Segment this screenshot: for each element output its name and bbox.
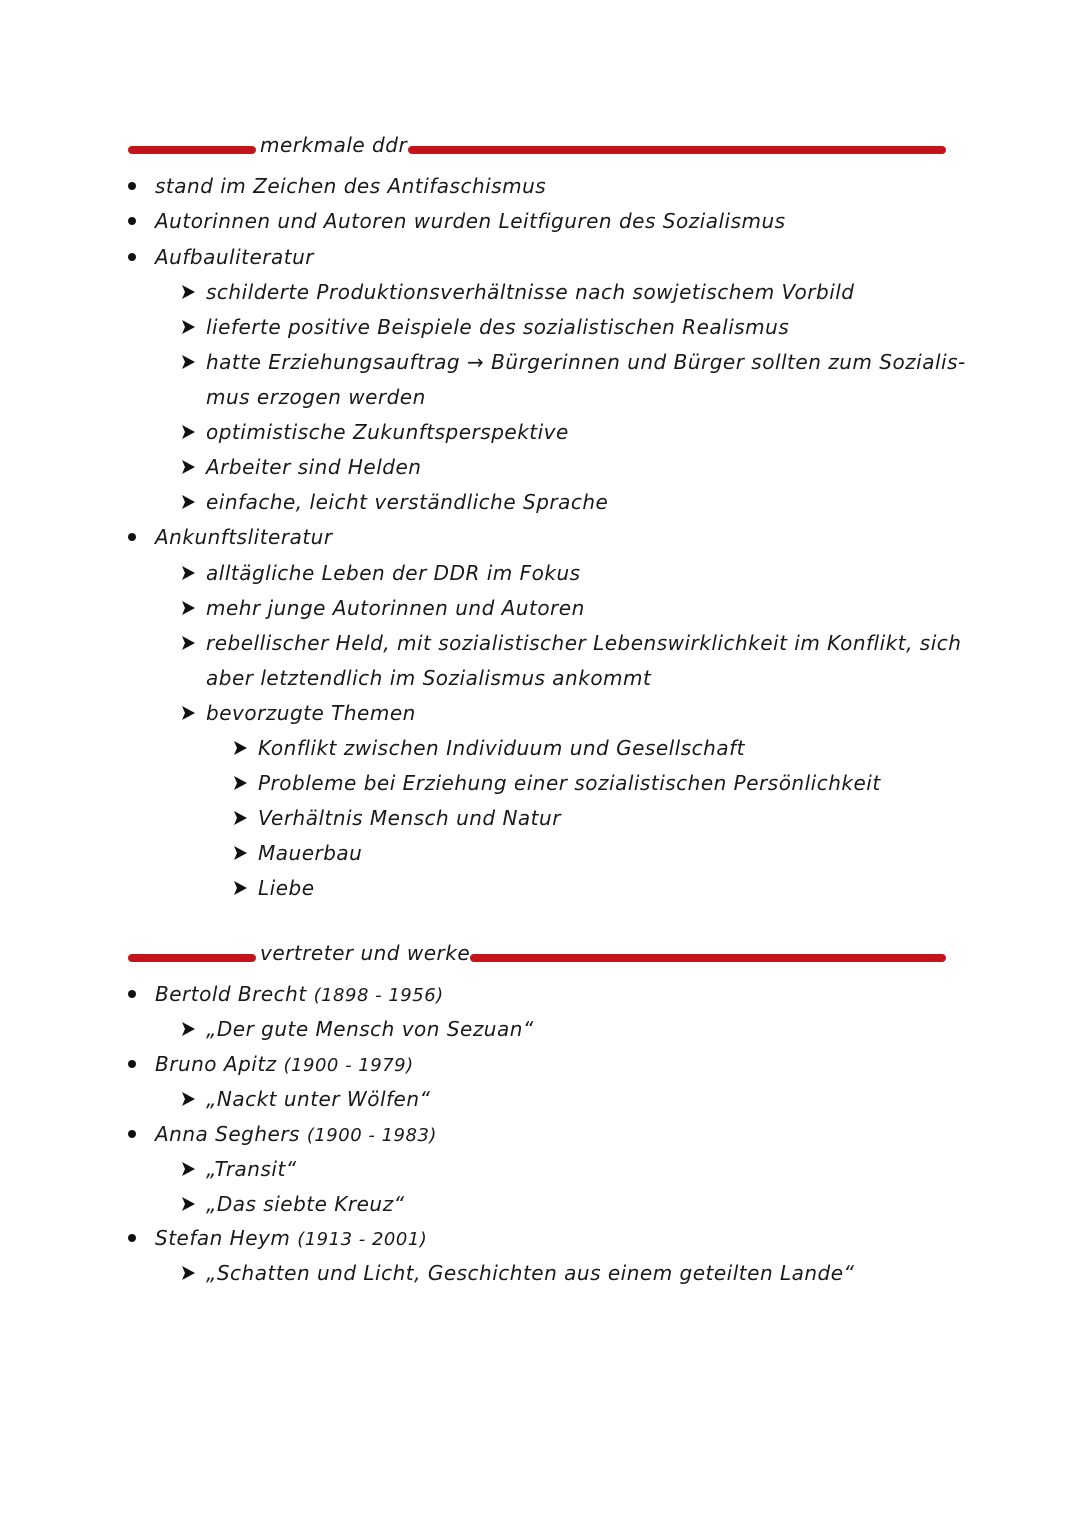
arrowhead-icon	[232, 810, 248, 826]
sub-list-item: lieferte positive Beispiele des sozialistischen Realismus	[206, 315, 790, 339]
arrowhead-icon	[180, 1021, 196, 1037]
theme-item: Konflikt zwischen Individuum und Gesellschaft	[258, 736, 745, 760]
sub-list-item: mehr junge Autorinnen und Autoren	[206, 596, 585, 620]
theme-item: Probleme bei Erziehung einer sozialistischen Persönlichkeit	[258, 771, 881, 795]
arrowhead-icon	[180, 284, 196, 300]
arrowhead-icon	[180, 565, 196, 581]
author-years: (1900 - 1979)	[283, 1055, 414, 1076]
author-years: (1900 - 1983)	[306, 1125, 437, 1146]
work-title: „Der gute Mensch von Sezuan“	[206, 1017, 534, 1041]
arrowhead-icon	[180, 1161, 196, 1177]
author-entry	[155, 1225, 427, 1253]
sub-list-item: einfache, leicht verständliche Sprache	[206, 490, 609, 514]
sub-list-item-continuation: mus erzogen werden	[206, 385, 426, 409]
author-years: (1913 - 2001)	[297, 1229, 428, 1250]
section-heading-vertreter	[128, 941, 946, 971]
author-years: (1898 - 1956)	[313, 985, 444, 1006]
author-entry	[155, 1121, 437, 1149]
arrowhead-icon	[232, 740, 248, 756]
arrowhead-icon	[232, 880, 248, 896]
theme-item: Mauerbau	[258, 841, 363, 865]
sub-list-item: Arbeiter sind Helden	[206, 455, 422, 479]
author-name: Bertold Brecht	[155, 982, 307, 1006]
arrowhead-icon	[180, 319, 196, 335]
sub-list-item: optimistische Zukunftsperspektive	[206, 420, 569, 444]
work-title: „Schatten und Licht, Geschichten aus einem geteilten Lande“	[206, 1261, 855, 1285]
arrowhead-icon	[180, 1265, 196, 1281]
author-name: Anna Seghers	[155, 1122, 300, 1146]
heading-bar-left	[128, 954, 256, 962]
sub-list-item: rebellischer Held, mit sozialistischer Lebenswirklichkeit im Konflikt, sich	[206, 631, 962, 655]
arrowhead-icon	[180, 424, 196, 440]
bullet-icon	[128, 1234, 136, 1242]
sub-list-item: hatte Erziehungsauftrag → Bürgerinnen und Bürger sollten zum Sozialis-	[206, 350, 966, 374]
bullet-icon	[128, 217, 136, 225]
list-item: Ankunftsliteratur	[155, 525, 333, 549]
section-heading-merkmale	[128, 133, 946, 163]
theme-item: Verhältnis Mensch und Natur	[258, 806, 561, 830]
arrowhead-icon	[232, 845, 248, 861]
section-title: vertreter und werke	[260, 941, 471, 965]
arrowhead-icon	[180, 354, 196, 370]
list-item: Autorinnen und Autoren wurden Leitfiguren des Sozialismus	[155, 209, 786, 233]
bullet-icon	[128, 253, 136, 261]
author-name: Stefan Heym	[155, 1226, 291, 1250]
sub-list-item: bevorzugte Themen	[206, 701, 416, 725]
arrowhead-icon	[180, 705, 196, 721]
heading-bar-left	[128, 146, 256, 154]
list-item: stand im Zeichen des Antifaschismus	[155, 174, 547, 198]
list-item: Aufbauliteratur	[155, 245, 315, 269]
arrowhead-icon	[180, 459, 196, 475]
heading-bar-right	[408, 146, 946, 154]
arrowhead-icon	[180, 494, 196, 510]
sub-list-item-continuation: aber letztendlich im Sozialismus ankommt	[206, 666, 652, 690]
bullet-icon	[128, 990, 136, 998]
heading-bar-right	[470, 954, 946, 962]
sub-list-item: schilderte Produktionsverhältnisse nach sowjetischem Vorbild	[206, 280, 855, 304]
author-name: Bruno Apitz	[155, 1052, 277, 1076]
bullet-icon	[128, 1060, 136, 1068]
arrowhead-icon	[180, 1196, 196, 1212]
work-title: „Transit“	[206, 1157, 297, 1181]
theme-item: Liebe	[258, 876, 315, 900]
sub-list-item: alltägliche Leben der DDR im Fokus	[206, 561, 581, 585]
bullet-icon	[128, 182, 136, 190]
author-entry	[155, 1051, 414, 1079]
bullet-icon	[128, 533, 136, 541]
section-title: merkmale ddr	[260, 133, 408, 157]
bullet-icon	[128, 1130, 136, 1138]
arrowhead-icon	[232, 775, 248, 791]
work-title: „Nackt unter Wölfen“	[206, 1087, 431, 1111]
arrowhead-icon	[180, 635, 196, 651]
arrowhead-icon	[180, 1091, 196, 1107]
arrowhead-icon	[180, 600, 196, 616]
work-title: „Das siebte Kreuz“	[206, 1192, 405, 1216]
author-entry	[155, 981, 444, 1009]
